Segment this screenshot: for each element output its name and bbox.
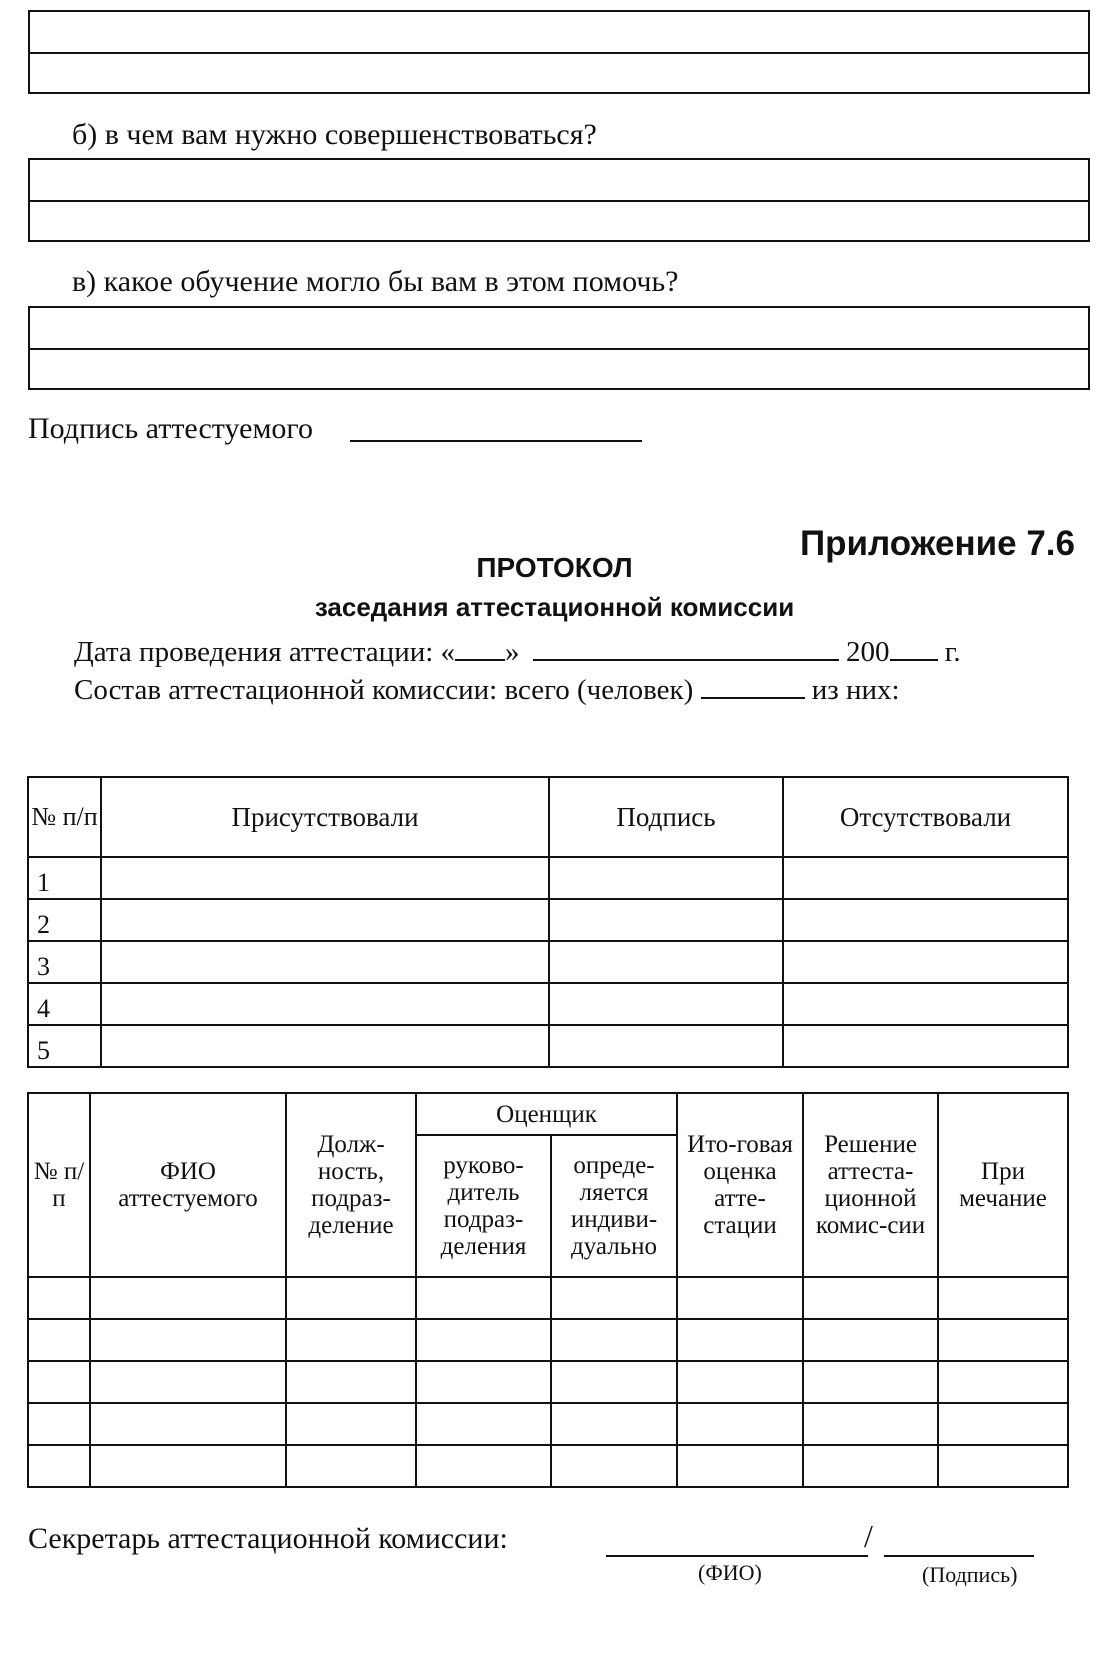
absent-cell[interactable] (783, 1025, 1068, 1067)
present-cell[interactable] (101, 1025, 549, 1067)
position-cell[interactable] (286, 1277, 416, 1319)
answer-line-divider (30, 52, 1088, 54)
present-cell[interactable] (101, 941, 549, 983)
row-number: 1 (28, 857, 101, 899)
secretary-signature-caption: (Подпись) (922, 1562, 1018, 1587)
table-row (28, 983, 1068, 1025)
composition-line (74, 674, 900, 707)
table-row (28, 899, 1068, 941)
evaluator-head-cell[interactable] (416, 1403, 551, 1445)
note-cell[interactable] (938, 1403, 1068, 1445)
decision-cell[interactable] (803, 1445, 938, 1487)
answer-line-divider (30, 348, 1088, 350)
evaluator-individual-cell[interactable] (551, 1277, 677, 1319)
table-row (28, 1361, 1068, 1403)
answer-box-b[interactable] (28, 158, 1090, 242)
final-score-cell[interactable] (677, 1319, 803, 1361)
composition-suffix: из них: (811, 674, 900, 706)
table-row (28, 1319, 1068, 1361)
appendix-title: Приложение 7.6 (799, 524, 1075, 563)
col-evaluator-head-header: руково-дитель подраз-деления (416, 1135, 551, 1277)
row-number: 5 (28, 1025, 101, 1067)
secretary-signature-line[interactable] (884, 1555, 1034, 1557)
secretary-fio-line[interactable] (606, 1555, 868, 1557)
present-cell[interactable] (101, 899, 549, 941)
note-cell[interactable] (938, 1445, 1068, 1487)
table-row (28, 1445, 1068, 1487)
col-fio-header: ФИО аттестуемого (90, 1093, 286, 1277)
table-row (28, 857, 1068, 899)
attendance-table (27, 776, 1069, 1068)
date-line (74, 636, 961, 669)
secretary-fio-caption: (ФИО) (698, 1560, 762, 1585)
date-day-field[interactable] (455, 637, 505, 661)
protocol-title: ПРОТОКОЛ (476, 552, 633, 583)
col-final-score-header: Ито-говая оценка атте-стации (677, 1093, 803, 1277)
results-table (27, 1092, 1069, 1488)
final-score-cell[interactable] (677, 1445, 803, 1487)
secretary-label: Секретарь аттестационной комиссии: (28, 1522, 508, 1555)
fio-cell[interactable] (90, 1277, 286, 1319)
decision-cell[interactable] (803, 1361, 938, 1403)
evaluator-individual-cell[interactable] (551, 1445, 677, 1487)
signature-cell[interactable] (549, 899, 783, 941)
fio-cell[interactable] (90, 1403, 286, 1445)
decision-cell[interactable] (803, 1403, 938, 1445)
date-prefix: Дата проведения аттестации: « (74, 636, 456, 668)
absent-cell[interactable] (783, 857, 1068, 899)
position-cell[interactable] (286, 1319, 416, 1361)
date-quote-close: » (505, 636, 520, 668)
signature-cell[interactable] (549, 983, 783, 1025)
composition-prefix: Состав аттестационной комиссии: всего (человек) (74, 674, 694, 706)
col-evaluator-header: Оценщик (416, 1093, 677, 1135)
secretary-separator: / (864, 1518, 873, 1554)
fio-cell[interactable] (90, 1361, 286, 1403)
position-cell[interactable] (286, 1445, 416, 1487)
row-number: 3 (28, 941, 101, 983)
signature-cell[interactable] (549, 941, 783, 983)
fio-cell[interactable] (90, 1319, 286, 1361)
col-signature-header: Подпись (549, 777, 783, 857)
decision-cell[interactable] (803, 1319, 938, 1361)
attendance-header-row (28, 777, 1068, 857)
position-cell[interactable] (286, 1403, 416, 1445)
results-header-row-1 (28, 1093, 1068, 1135)
date-month-field[interactable] (533, 637, 839, 661)
date-year-prefix: 200 (846, 636, 890, 668)
position-cell[interactable] (286, 1361, 416, 1403)
answer-box-c[interactable] (28, 306, 1090, 390)
question-c: в) какое обучение могло бы вам в этом помочь? (72, 265, 679, 298)
note-cell[interactable] (938, 1277, 1068, 1319)
col-decision-header: Решение аттеста-ционной комис-сии (803, 1093, 938, 1277)
present-cell[interactable] (101, 983, 549, 1025)
table-row (28, 1277, 1068, 1319)
signature-cell[interactable] (549, 1025, 783, 1067)
table-row (28, 1025, 1068, 1067)
composition-count-field[interactable] (701, 675, 805, 699)
row-number: 2 (28, 899, 101, 941)
table-row (28, 941, 1068, 983)
evaluator-individual-cell[interactable] (551, 1403, 677, 1445)
signature-line[interactable] (350, 440, 642, 442)
signature-label: Подпись аттестуемого (28, 412, 313, 445)
col-present-header: Присутствовали (101, 777, 549, 857)
question-b: б) в чем вам нужно совершенствоваться? (72, 118, 597, 151)
fio-cell[interactable] (90, 1445, 286, 1487)
present-cell[interactable] (101, 857, 549, 899)
row-number: 4 (28, 983, 101, 1025)
evaluator-head-cell[interactable] (416, 1277, 551, 1319)
answer-box-a[interactable] (28, 10, 1090, 94)
answer-line-divider (30, 200, 1088, 202)
evaluator-head-cell[interactable] (416, 1445, 551, 1487)
date-year-field[interactable] (890, 637, 938, 661)
col-num-header: № п/п (28, 777, 101, 857)
col-note-header: При мечание (938, 1093, 1068, 1277)
final-score-cell[interactable] (677, 1403, 803, 1445)
evaluator-individual-cell[interactable] (551, 1361, 677, 1403)
col-evaluator-individual-header: опреде-ляется индиви-дуально (551, 1135, 677, 1277)
absent-cell[interactable] (783, 899, 1068, 941)
table-row (28, 1403, 1068, 1445)
protocol-subtitle: заседания аттестационной комиссии (314, 592, 795, 622)
col-position-header: Долж-ность, подраз-деление (286, 1093, 416, 1277)
final-score-cell[interactable] (677, 1277, 803, 1319)
evaluator-head-cell[interactable] (416, 1319, 551, 1361)
signature-cell[interactable] (549, 857, 783, 899)
note-cell[interactable] (938, 1361, 1068, 1403)
note-cell[interactable] (938, 1319, 1068, 1361)
evaluator-individual-cell[interactable] (551, 1319, 677, 1361)
absent-cell[interactable] (783, 941, 1068, 983)
evaluator-head-cell[interactable] (416, 1361, 551, 1403)
col-absent-header: Отсутствовали (783, 777, 1068, 857)
absent-cell[interactable] (783, 983, 1068, 1025)
decision-cell[interactable] (803, 1277, 938, 1319)
final-score-cell[interactable] (677, 1361, 803, 1403)
date-suffix: г. (944, 636, 961, 668)
col-num-header: № п/п (28, 1093, 90, 1277)
